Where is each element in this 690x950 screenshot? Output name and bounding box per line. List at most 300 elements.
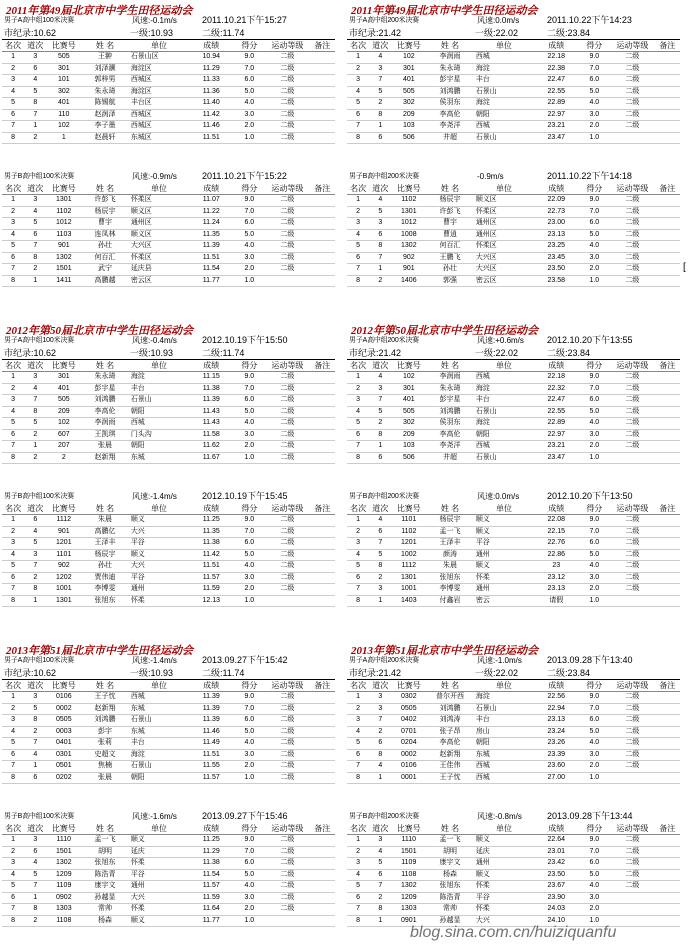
table-cell: 4: [2, 869, 24, 881]
column-header: 备注: [655, 503, 680, 515]
table-cell: 孟一飞: [81, 835, 129, 847]
table-cell: 9.0: [233, 195, 265, 207]
table-cell: 4: [347, 229, 369, 241]
table-cell: 二级: [265, 726, 309, 738]
table-cell: 二级: [610, 572, 654, 584]
table-cell: 0402: [391, 715, 426, 727]
event-title: 男子A高中组100米决赛: [4, 337, 74, 344]
table-cell: 23.13: [534, 715, 578, 727]
table-cell: 西城区: [129, 109, 189, 121]
table-cell: 朝阳: [474, 429, 534, 441]
column-header: 名次: [347, 680, 369, 692]
table-cell: 401: [46, 383, 81, 395]
table-cell: 6: [24, 846, 46, 858]
event-title: 男子A高中组200米决赛: [349, 337, 419, 344]
table-cell: 23.13: [534, 229, 578, 241]
table-cell: 井超: [426, 132, 474, 144]
table-cell: 顺义区: [129, 229, 189, 241]
table-cell: 2: [369, 892, 391, 904]
city-record: 市纪录:10.62: [4, 28, 57, 38]
table-cell: 1411: [46, 275, 81, 287]
table-cell: 8: [2, 772, 24, 784]
table-cell: 22.55: [534, 86, 578, 98]
table-row: [347, 75, 680, 87]
table-cell: 2: [369, 572, 391, 584]
table-cell: 23.50: [534, 869, 578, 881]
table-cell: 9.0: [233, 692, 265, 704]
table-cell: [310, 526, 335, 538]
table-cell: 1108: [391, 869, 426, 881]
table-cell: 7: [2, 904, 24, 916]
table-cell: 102: [391, 52, 426, 64]
year-title: 2013年第51届北京市中学生田径运动会: [6, 645, 193, 657]
table-cell: 通州区: [474, 229, 534, 241]
table-cell: 1: [347, 515, 369, 527]
column-header: 比赛号: [46, 360, 81, 372]
table-cell: 22.97: [534, 109, 578, 121]
column-header: 备注: [655, 40, 680, 52]
table-cell: 彭宇: [81, 726, 129, 738]
table-cell: 西城: [474, 772, 534, 784]
table-cell: 二级: [265, 738, 309, 750]
table-cell: 8: [347, 132, 369, 144]
table-cell: 1: [347, 52, 369, 64]
table-cell: 3: [24, 549, 46, 561]
table-cell: 二级: [610, 86, 654, 98]
table-cell: 1: [347, 835, 369, 847]
table-cell: 二级: [265, 692, 309, 704]
column-header: 运动等级: [610, 680, 654, 692]
table-cell: [655, 761, 680, 773]
table-cell: 1108: [46, 915, 81, 927]
table-cell: [310, 584, 335, 596]
event-header: [2, 810, 335, 823]
table-cell: 505: [391, 406, 426, 418]
table-row: [2, 726, 335, 738]
table-cell: [310, 383, 335, 395]
table-cell: 通州: [129, 584, 189, 596]
table-cell: 李博雯: [426, 584, 474, 596]
table-cell: 2.0: [578, 761, 610, 773]
table-cell: 6.0: [233, 715, 265, 727]
table-cell: 朱晨: [81, 515, 129, 527]
table-cell: 4: [24, 749, 46, 761]
table-cell: 6: [369, 526, 391, 538]
table-cell: 7: [24, 241, 46, 253]
table-cell: 0505: [46, 715, 81, 727]
table-row: [347, 561, 680, 573]
table-cell: 11.59: [189, 584, 233, 596]
table-row: [2, 561, 335, 573]
table-cell: 6.0: [578, 715, 610, 727]
table-cell: 3.0: [233, 252, 265, 264]
table-row: [347, 109, 680, 121]
wind-speed: 风速:+0.6m/s: [477, 336, 524, 345]
table-row: [347, 98, 680, 110]
event-title: 男子A高中组100米决赛: [4, 657, 74, 664]
column-header: 得分: [233, 360, 265, 372]
table-cell: 1301: [46, 595, 81, 607]
table-cell: [655, 515, 680, 527]
table-row: [347, 418, 680, 430]
table-row: [2, 75, 335, 87]
table-cell: 3.0: [578, 572, 610, 584]
table-cell: 二级: [610, 692, 654, 704]
table-cell: 103: [391, 121, 426, 133]
table-cell: 二级: [610, 418, 654, 430]
table-cell: 大兴: [474, 915, 534, 927]
event-time: 2013.09.28下午13:40: [547, 655, 633, 665]
table-cell: 11.55: [189, 761, 233, 773]
year-title: 2011年第49届北京市中学生田径运动会: [6, 5, 193, 17]
table-cell: 11.58: [189, 429, 233, 441]
table-cell: 7: [2, 264, 24, 276]
table-cell: 大兴区: [474, 252, 534, 264]
table-cell: [310, 538, 335, 550]
table-row: [2, 275, 335, 287]
event-table: [347, 654, 680, 784]
table-cell: 0106: [391, 761, 426, 773]
table-row: [347, 218, 680, 230]
table-cell: 李润雨: [426, 372, 474, 384]
table-cell: 11.77: [189, 915, 233, 927]
table-cell: 1: [2, 692, 24, 704]
column-header: 运动等级: [610, 183, 654, 195]
table-cell: 海淀区: [129, 63, 189, 75]
table-cell: 6: [2, 572, 24, 584]
table-row: [2, 86, 335, 98]
table-cell: 二级: [265, 904, 309, 916]
table-cell: 5: [24, 703, 46, 715]
table-cell: 7.0: [233, 526, 265, 538]
results-table: [2, 183, 335, 287]
record-row: [2, 347, 335, 360]
table-cell: [655, 538, 680, 550]
table-cell: 通州: [474, 858, 534, 870]
table-cell: 顺义: [474, 561, 534, 573]
table-cell: 二级: [265, 109, 309, 121]
column-header: 成绩: [189, 360, 233, 372]
table-cell: 房山: [474, 726, 534, 738]
event-title: 男子B高中组200米决赛: [349, 813, 419, 820]
table-cell: 23.12: [534, 572, 578, 584]
table-cell: 1302: [46, 858, 81, 870]
table-cell: [655, 63, 680, 75]
table-cell: 朝阳: [129, 406, 189, 418]
table-cell: 杨辰宇: [81, 549, 129, 561]
table-cell: [310, 264, 335, 276]
table-cell: 顺义: [129, 915, 189, 927]
table-cell: 二级: [610, 441, 654, 453]
table-cell: 5.0: [233, 86, 265, 98]
table-row: [2, 869, 335, 881]
event-title: 男子B高中组100米决赛: [4, 493, 74, 500]
results-table: [347, 40, 680, 144]
table-cell: 101: [46, 75, 81, 87]
event-title: 男子B高中组100米决赛: [4, 173, 74, 180]
table-cell: 丰台: [129, 738, 189, 750]
table-cell: 李尧洋: [426, 441, 474, 453]
table-cell: 平谷: [474, 538, 534, 550]
table-cell: 杨辰宇: [81, 206, 129, 218]
table-cell: 102: [46, 418, 81, 430]
table-cell: 7.0: [578, 206, 610, 218]
table-cell: 顺义: [129, 515, 189, 527]
table-cell: 1110: [46, 835, 81, 847]
table-row: [347, 195, 680, 207]
table-cell: 4: [2, 229, 24, 241]
table-cell: 5: [24, 86, 46, 98]
table-cell: 二级: [610, 846, 654, 858]
table-cell: 6: [2, 109, 24, 121]
table-cell: [655, 406, 680, 418]
table-cell: 二级: [610, 869, 654, 881]
table-cell: [655, 218, 680, 230]
table-cell: [310, 549, 335, 561]
table-cell: 6: [347, 749, 369, 761]
table-header-row: [347, 823, 680, 835]
table-cell: 11.57: [189, 572, 233, 584]
event-title: 男子A高中组200米决赛: [349, 657, 419, 664]
table-cell: 朱永琦: [426, 383, 474, 395]
table-row: [2, 452, 335, 464]
table-cell: 11.25: [189, 515, 233, 527]
column-header: 备注: [310, 823, 335, 835]
column-header: 道次: [24, 183, 46, 195]
table-cell: 23.13: [534, 584, 578, 596]
table-cell: 1403: [391, 595, 426, 607]
table-cell: [655, 372, 680, 384]
column-header: 姓 名: [81, 183, 129, 195]
table-cell: 9.0: [578, 195, 610, 207]
table-cell: 3: [24, 692, 46, 704]
table-cell: 二级: [610, 109, 654, 121]
table-cell: 11.51: [189, 132, 233, 144]
table-cell: 张子昂: [426, 726, 474, 738]
column-header: 比赛号: [391, 40, 426, 52]
event-table: [2, 334, 335, 464]
table-cell: 顺义区: [129, 206, 189, 218]
table-row: [2, 395, 335, 407]
table-cell: 付鑫岩: [426, 595, 474, 607]
table-cell: 8: [24, 406, 46, 418]
table-cell: 4.0: [578, 241, 610, 253]
column-header: 单位: [474, 40, 534, 52]
table-cell: 4: [347, 86, 369, 98]
table-row: [347, 252, 680, 264]
table-cell: [655, 915, 680, 927]
table-cell: 1202: [46, 572, 81, 584]
table-cell: [655, 132, 680, 144]
city-record: 市纪录:21.42: [349, 348, 402, 358]
table-cell: 二级: [610, 195, 654, 207]
table-row: [2, 218, 335, 230]
table-cell: 郭强: [426, 275, 474, 287]
table-cell: 二级: [265, 206, 309, 218]
column-header: 比赛号: [46, 183, 81, 195]
table-cell: 2.0: [578, 264, 610, 276]
table-cell: 5: [24, 418, 46, 430]
table-row: [2, 881, 335, 893]
table-cell: 209: [391, 429, 426, 441]
table-header-row: [347, 183, 680, 195]
table-row: [347, 881, 680, 893]
table-cell: 301: [391, 383, 426, 395]
table-cell: [655, 75, 680, 87]
column-header: 单位: [474, 183, 534, 195]
table-cell: [310, 595, 335, 607]
table-cell: 1501: [46, 846, 81, 858]
table-cell: 607: [46, 429, 81, 441]
table-cell: 5.0: [233, 229, 265, 241]
table-row: [347, 584, 680, 596]
table-cell: 朝阳: [129, 772, 189, 784]
table-cell: 5.0: [233, 869, 265, 881]
table-cell: 8: [2, 595, 24, 607]
table-cell: 0902: [46, 892, 81, 904]
table-cell: 许彭飞: [81, 195, 129, 207]
table-cell: 11.29: [189, 846, 233, 858]
table-cell: 1301: [391, 572, 426, 584]
table-cell: 6: [347, 252, 369, 264]
column-header: 道次: [24, 40, 46, 52]
table-cell: 平谷: [129, 869, 189, 881]
table-cell: 二级: [610, 526, 654, 538]
table-cell: 0401: [46, 738, 81, 750]
table-cell: 丰台: [474, 395, 534, 407]
table-cell: 李高伦: [426, 738, 474, 750]
table-cell: 22.89: [534, 98, 578, 110]
table-cell: 11.57: [189, 772, 233, 784]
table-cell: [655, 549, 680, 561]
table-row: [2, 846, 335, 858]
table-cell: 3.0: [578, 109, 610, 121]
column-header: 单位: [474, 360, 534, 372]
table-cell: 王凯琪: [81, 429, 129, 441]
grade-two-standard: 二级:23.84: [547, 668, 591, 678]
table-cell: 1: [369, 441, 391, 453]
table-row: [2, 241, 335, 253]
table-row: [347, 229, 680, 241]
table-cell: 2.0: [578, 121, 610, 133]
table-cell: 9.0: [233, 835, 265, 847]
table-cell: [655, 692, 680, 704]
column-header: 备注: [655, 360, 680, 372]
table-cell: [310, 75, 335, 87]
table-cell: 二级: [265, 561, 309, 573]
table-cell: 4: [2, 86, 24, 98]
table-row: [347, 241, 680, 253]
column-header: 比赛号: [391, 823, 426, 835]
table-cell: 9.0: [578, 835, 610, 847]
table-cell: 1: [369, 121, 391, 133]
table-row: [2, 858, 335, 870]
table-cell: 5.0: [578, 726, 610, 738]
table-cell: 5.0: [233, 726, 265, 738]
table-row: [2, 98, 335, 110]
table-cell: 2.0: [578, 584, 610, 596]
table-cell: [310, 252, 335, 264]
table-cell: 505: [391, 86, 426, 98]
table-cell: 3: [369, 383, 391, 395]
table-cell: 901: [46, 526, 81, 538]
table-cell: 1112: [46, 515, 81, 527]
table-cell: 6: [2, 892, 24, 904]
table-cell: 7: [24, 881, 46, 893]
table-cell: 8: [2, 275, 24, 287]
table-cell: 1: [2, 372, 24, 384]
table-cell: 1.0: [578, 595, 610, 607]
table-cell: 1002: [391, 549, 426, 561]
table-cell: 3.0: [233, 109, 265, 121]
column-header: 单位: [129, 823, 189, 835]
table-cell: [310, 904, 335, 916]
table-cell: 5.0: [578, 86, 610, 98]
table-cell: 6: [24, 772, 46, 784]
table-cell: 1: [2, 515, 24, 527]
table-cell: 11.38: [189, 858, 233, 870]
table-cell: 1012: [46, 218, 81, 230]
table-cell: 3.0: [578, 749, 610, 761]
table-cell: 11.24: [189, 218, 233, 230]
table-cell: 6.0: [578, 75, 610, 87]
table-cell: 怀柔区: [129, 195, 189, 207]
table-cell: 8: [24, 904, 46, 916]
table-cell: 西城区: [129, 75, 189, 87]
table-cell: 1102: [46, 206, 81, 218]
table-cell: 西城: [474, 52, 534, 64]
table-cell: [310, 441, 335, 453]
table-cell: 6: [369, 132, 391, 144]
table-cell: 侯羽东: [426, 98, 474, 110]
table-row: [2, 418, 335, 430]
table-cell: 5: [24, 218, 46, 230]
table-cell: 王子忱: [426, 772, 474, 784]
table-cell: 1112: [391, 561, 426, 573]
table-cell: 11.38: [189, 383, 233, 395]
column-header: 道次: [24, 680, 46, 692]
table-cell: 二级: [610, 703, 654, 715]
table-cell: 4: [347, 869, 369, 881]
table-cell: 1.0: [578, 132, 610, 144]
table-cell: 刘鸿鹏: [81, 395, 129, 407]
table-cell: 2: [369, 275, 391, 287]
table-cell: 5: [347, 881, 369, 893]
table-cell: 7: [24, 395, 46, 407]
table-cell: 1102: [391, 195, 426, 207]
table-cell: 505: [46, 395, 81, 407]
table-cell: 0505: [391, 703, 426, 715]
table-cell: 7: [24, 738, 46, 750]
table-row: [2, 252, 335, 264]
table-cell: 11.39: [189, 715, 233, 727]
table-cell: 海淀: [474, 63, 534, 75]
table-cell: 5: [2, 738, 24, 750]
table-cell: 延庆: [474, 846, 534, 858]
table-cell: 怀柔区: [474, 241, 534, 253]
table-cell: 石景山: [474, 406, 534, 418]
table-cell: 11.51: [189, 561, 233, 573]
table-cell: 二级: [265, 526, 309, 538]
table-cell: 张莉: [81, 738, 129, 750]
table-row: [347, 275, 680, 287]
table-cell: [310, 858, 335, 870]
table-cell: 李高伦: [426, 109, 474, 121]
table-cell: 延庆: [129, 846, 189, 858]
table-cell: [265, 275, 309, 287]
table-cell: 1501: [391, 846, 426, 858]
table-cell: 1: [24, 275, 46, 287]
